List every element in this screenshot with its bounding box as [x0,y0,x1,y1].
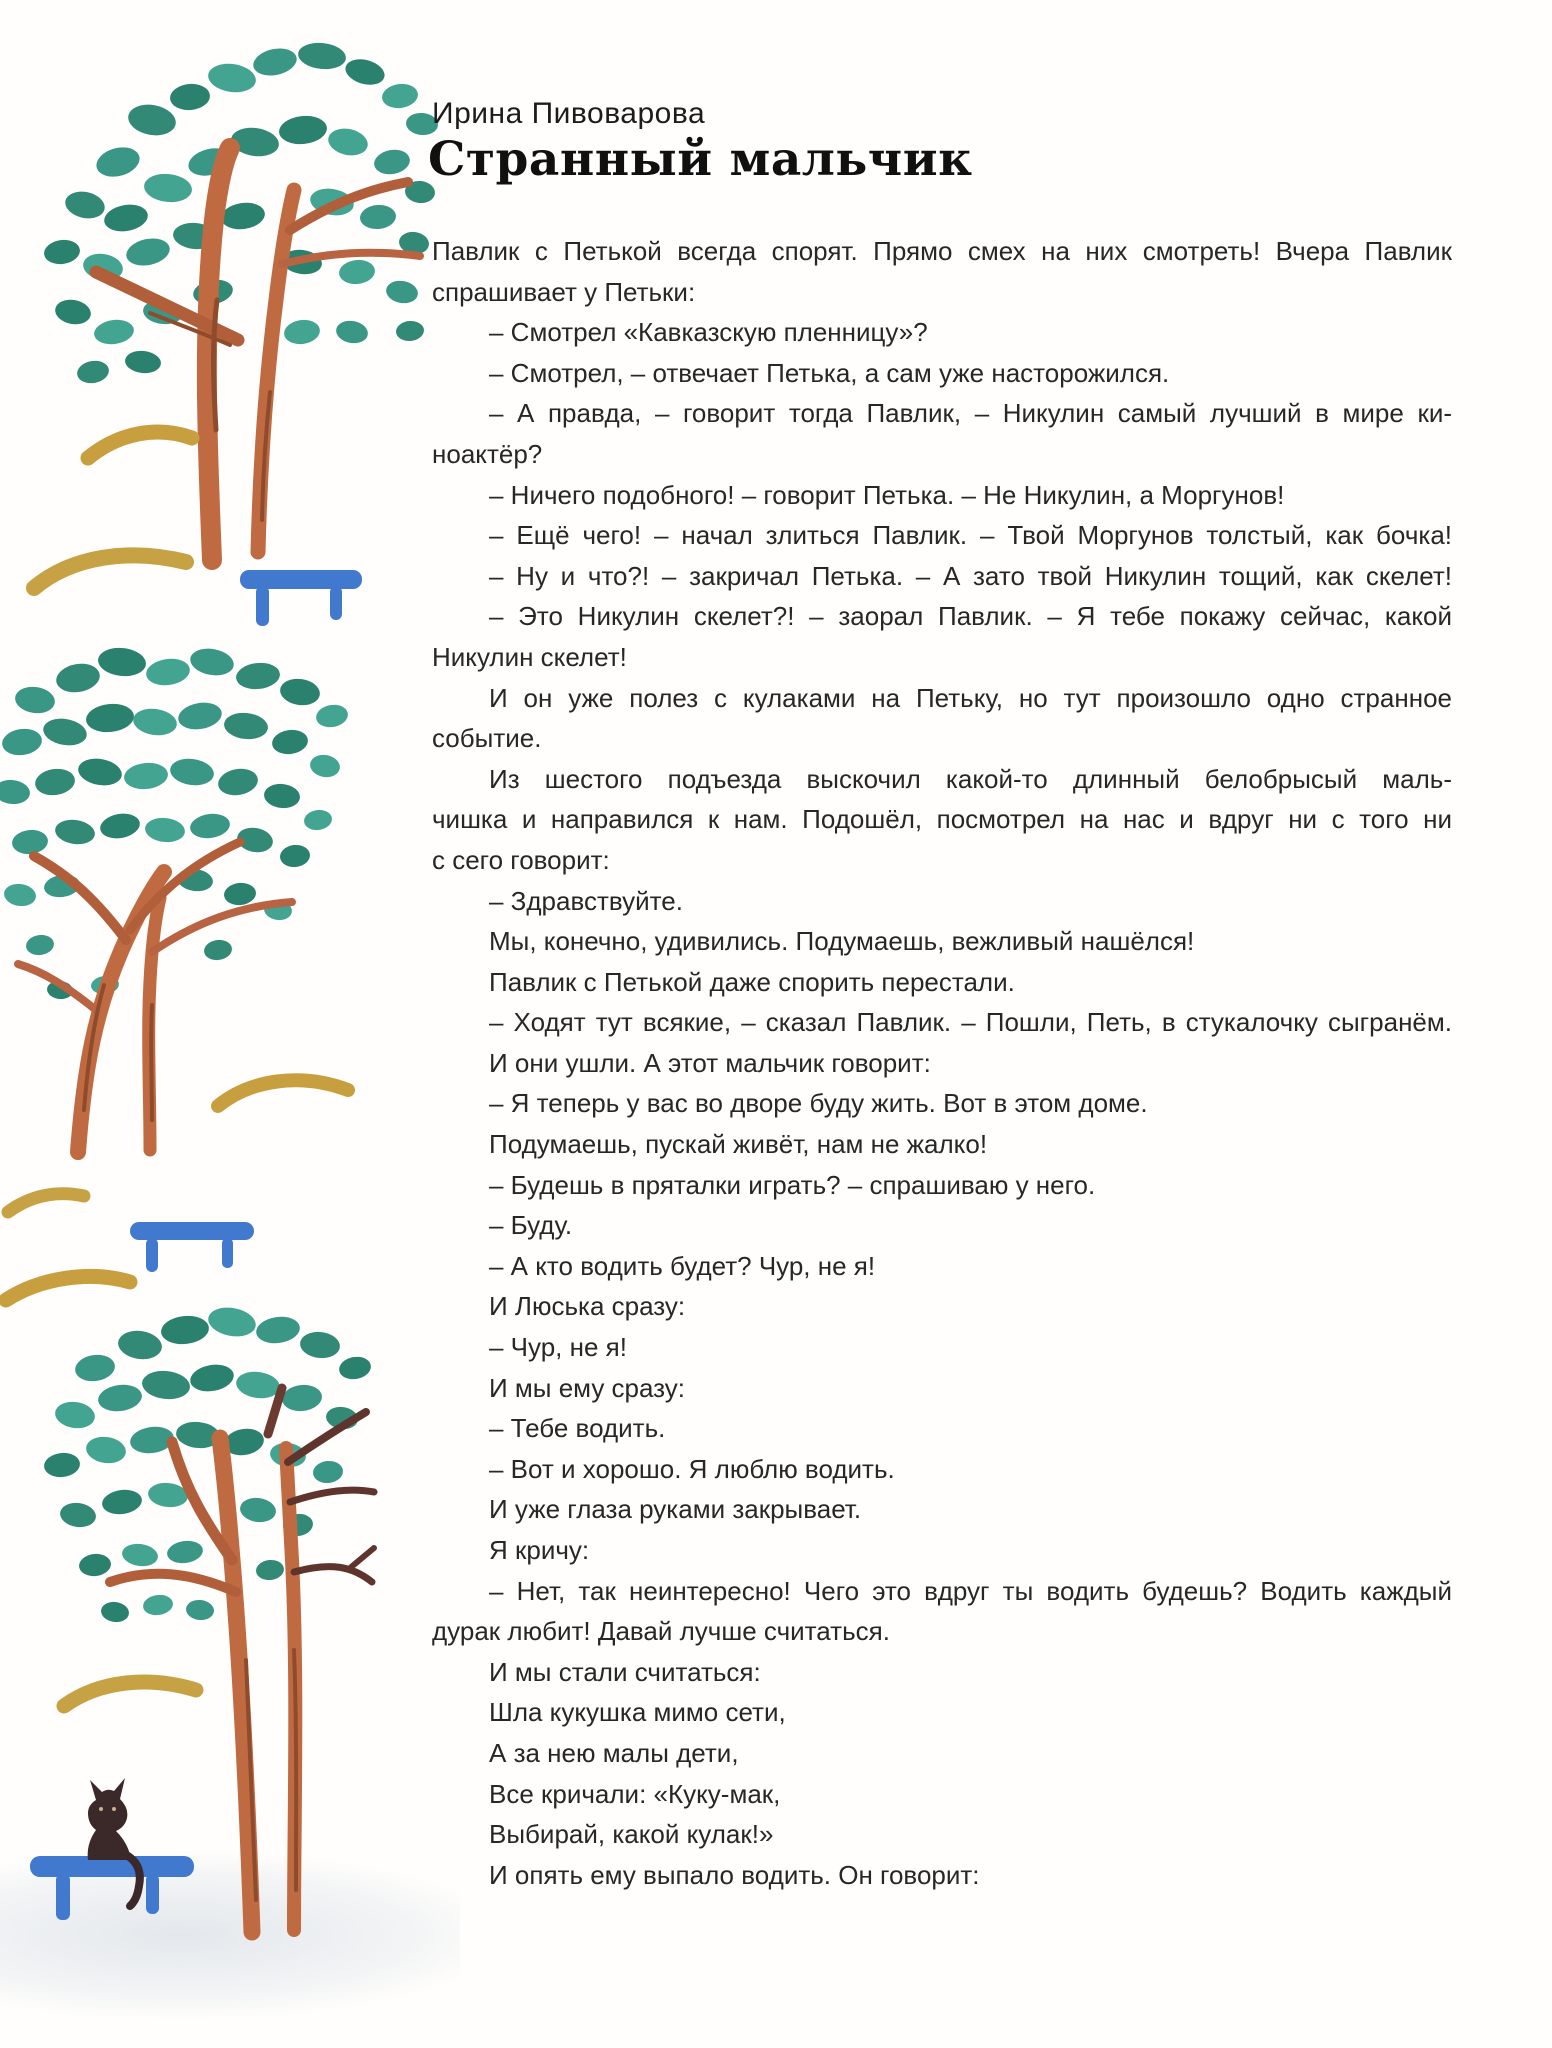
text-line: ноактёр? [432,438,543,469]
blue-bench-top [240,570,362,626]
text-line: Выбирай, какой кулак!» [489,1819,774,1850]
text-line: – А правда, – говорит тогда Павлик, – Никулин самый лучший в мире ки- [489,398,1452,429]
text-line: И они ушли. А этот мальчик говорит: [489,1047,931,1078]
text-line: – Вот и хорошо. Я люблю водить. [489,1453,895,1484]
text-line: И опять ему выпало водить. Он говорит: [489,1859,980,1890]
text-line: – Смотрел, – отвечает Петька, а сам уже насторожился. [489,357,1170,388]
text-line: Павлик с Петькой всегда спорят. Прямо смех на них смотреть! Вчера Павлик [432,236,1452,266]
text-line: событие. [432,723,542,754]
text-line: – Тебе водить. [489,1413,666,1444]
author-name: Ирина Пивоварова [432,97,706,130]
text-line: – Смотрел «Кавказскую пленницу»? [489,317,928,348]
text-line: Я кричу: [489,1535,590,1565]
text-line: Из шестого подъезда выскочил какой-то длинный белобрысый маль- [489,763,1452,794]
cat-eye [99,1807,103,1811]
text-line: чишка и направился к нам. Подошёл, посмотрел на нас и вдруг ни с того ни [432,804,1452,835]
blue-bench-middle [130,1222,254,1272]
text-line: – Ещё чего! – начал злиться Павлик. – Твой Моргунов толстый, как бочка! [489,520,1452,551]
text-line: Подумаешь, пускай живёт, нам не жалко! [489,1129,988,1160]
text-line: – Чур, не я! [489,1332,627,1363]
text-line: – Ничего подобного! – говорит Петька. – Не Никулин, а Моргунов! [489,479,1285,510]
story-title: Странный мальчик [428,132,973,187]
text-line: И мы стали считаться: [489,1656,761,1687]
text-line: – Буду. [489,1210,573,1241]
text-line: И он уже полез с кулаками на Петьку, но тут произошло одно странное [489,682,1452,713]
text-line: – Нет, так неинтересно! Чего это вдруг ты водить будешь? Водить каждый [489,1575,1452,1606]
text-line: спрашивает у Петьки: [432,276,696,307]
text-line: – Это Никулин скелет?! – заорал Павлик. – Я тебе покажу сейчас, какой [489,601,1452,632]
text-line: – А кто водить будет? Чур, не я! [489,1250,876,1281]
grass-arc [34,432,192,588]
text-line: дурак любит! Давай лучше считаться. [432,1616,890,1647]
text-line: – Будешь в пряталки играть? – спрашиваю у него. [489,1169,1096,1200]
text-line: И мы ему сразу: [489,1372,686,1403]
watercolor-illustration [0,0,460,2048]
story-text [432,231,1452,1895]
text-line: А за нею малы дети, [489,1737,739,1768]
text-line: – Ходят тут всякие, – сказал Павлик. – Пошли, Петь, в стукалочку сыгранём. [489,1007,1452,1038]
text-line: – Я теперь у вас во дворе буду жить. Вот в этом доме. [489,1088,1148,1119]
cat-eye [112,1807,116,1811]
text-line: Все кричали: «Куку-мак, [489,1778,781,1809]
tree-top [43,41,439,560]
text-line: – Здравствуйте. [489,885,683,916]
text-line: Никулин скелет! [432,641,627,672]
text-line: – Ну и что?! – закричал Петька. – А зато твой Никулин тощий, как скелет! [489,560,1452,591]
grass-arc [64,1682,196,1706]
text-line: Шла кукушка мимо сети, [489,1697,786,1728]
grass-arc [6,1080,348,1300]
text-line: Мы, конечно, удивились. Подумаешь, вежливый нашёлся! [489,926,1195,957]
text-line: с сего говорит: [432,844,610,875]
text-line: Павлик с Петькой даже спорить перестали. [489,966,1015,997]
text-line: И Люська сразу: [489,1291,686,1322]
text-line: И уже глаза руками закрывает. [489,1494,862,1525]
